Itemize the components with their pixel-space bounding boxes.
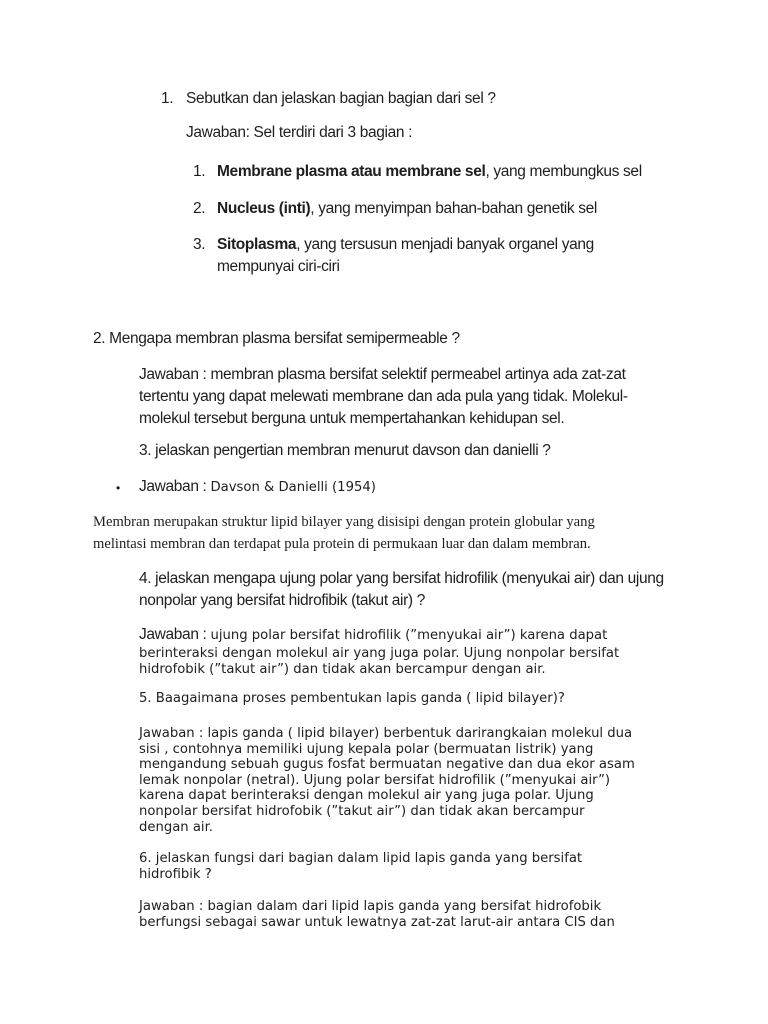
q3-question: 3. jelaskan pengertian membran menurut davson dan danielli ?	[139, 442, 551, 459]
q2-answer-line: tertentu yang dapat melewati membrane dan ada pula yang tidak. Molekul-	[139, 388, 628, 405]
q1-number: 1.	[161, 90, 174, 107]
q4-answer-line: berinteraksi dengan molekul air yang juga polar. Ujung nonpolar bersifat	[139, 646, 620, 661]
q1-item-3-number: 3.	[193, 236, 206, 253]
q3-definition	[93, 511, 595, 555]
q2-answer-line: molekul tersebut berguna untuk mempertahankan kehidupan sel.	[139, 410, 565, 427]
q4-question-line: 4. jelaskan mengapa ujung polar yang bersifat hidrofilik (menyukai air) dan ujung	[139, 570, 664, 587]
q3-answer-source: Davson & Danielli (1954)	[210, 480, 376, 495]
q6-answer	[139, 899, 615, 930]
q5-answer-line: sisi , contohnya memiliki ujung kepala polar (bermuatan listrik) yang	[139, 741, 594, 757]
q6-question-line: hidrofibik ?	[139, 866, 212, 882]
q6-answer-line: Jawaban : bagian dalam dari lipid lapis ganda yang bersifat hidrofobik	[139, 899, 602, 914]
q5-answer-line: mengandung sebuah gugus fosfat bermuatan negative dan dua ekor asam	[139, 757, 635, 773]
q2-answer	[139, 364, 628, 430]
q1-item-2	[217, 198, 597, 220]
q5-answer-line: Jawaban : lapis ganda ( lipid bilayer) berbentuk darirangkaian molekul dua	[139, 726, 633, 741]
q5-answer-line: lemak nonpolar (netral). Ujung polar bersifat hidrofilik (”menyukai air”)	[139, 772, 611, 788]
q1-item-1-rest: , yang membungkus sel	[485, 163, 642, 180]
q4-answer-line: hidrofobik (”takut air”) dan tidak akan bercampur dengan air.	[139, 661, 546, 677]
q1-item-2-bold: Nucleus (inti)	[217, 200, 311, 217]
q4-question	[139, 568, 664, 612]
q5-answer	[139, 726, 635, 835]
q4-answer-first: ujung polar bersifat hidrofilik (”menyukai air”) karena dapat	[210, 628, 608, 643]
q1-item-1	[217, 161, 642, 183]
q1-item-2-rest: , yang menyimpan bahan-bahan genetik sel	[310, 200, 598, 217]
q1-item-3-rest: , yang tersusun menjadi banyak organel yang	[296, 236, 594, 253]
q1-item-2-number: 2.	[193, 200, 206, 217]
q1-item-1-bold: Membrane plasma atau membrane sel	[217, 163, 486, 180]
q1-item-1-number: 1.	[193, 163, 206, 180]
q5-answer-line: dengan air.	[139, 819, 213, 835]
q2-question: 2. Mengapa membran plasma bersifat semipermeable ?	[93, 330, 460, 347]
q1-answer-intro: Jawaban: Sel terdiri dari 3 bagian :	[186, 124, 413, 141]
q4-answer-label: Jawaban :	[139, 626, 211, 643]
q5-question: 5. Baagaimana proses pembentukan lapis ganda ( lipid bilayer)?	[139, 691, 565, 706]
q4-question-line: nonpolar yang bersifat hidrofibik (takut air) ?	[139, 592, 425, 609]
q6-question	[139, 851, 582, 882]
q2-answer-line: Jawaban : membran plasma bersifat selektif permeabel artinya ada zat-zat	[139, 366, 626, 383]
q1-item-3-line2: mempunyai ciri-ciri	[217, 258, 340, 275]
q3-definition-line: melintasi membran dan terdapat pula protein di permukaan luar dan dalam membran.	[93, 536, 591, 552]
q3-answer-label: Jawaban :	[139, 478, 211, 495]
q5-answer-line: karena dapat berinteraksi dengan molekul air yang juga polar. Ujung	[139, 788, 594, 804]
q6-answer-line: berfungsi sebagai sawar untuk lewatnya zat-zat larut-air antara CIS dan	[139, 914, 615, 930]
q5-answer-line: nonpolar bersifat hidrofobik (”takut air”) dan tidak akan bercampur	[139, 803, 585, 819]
q3-answer	[139, 476, 376, 498]
q1-question: Sebutkan dan jelaskan bagian bagian dari sel ?	[186, 90, 496, 107]
q6-question-line: 6. jelaskan fungsi dari bagian dalam lipid lapis ganda yang bersifat	[139, 851, 583, 866]
q1-item-3	[217, 234, 594, 256]
bullet-icon: •	[116, 481, 121, 495]
q1-item-3-bold: Sitoplasma	[217, 236, 297, 253]
q4-answer	[139, 624, 619, 677]
q3-definition-line: Membran merupakan struktur lipid bilayer yang disisipi dengan protein globular yang	[93, 514, 595, 530]
